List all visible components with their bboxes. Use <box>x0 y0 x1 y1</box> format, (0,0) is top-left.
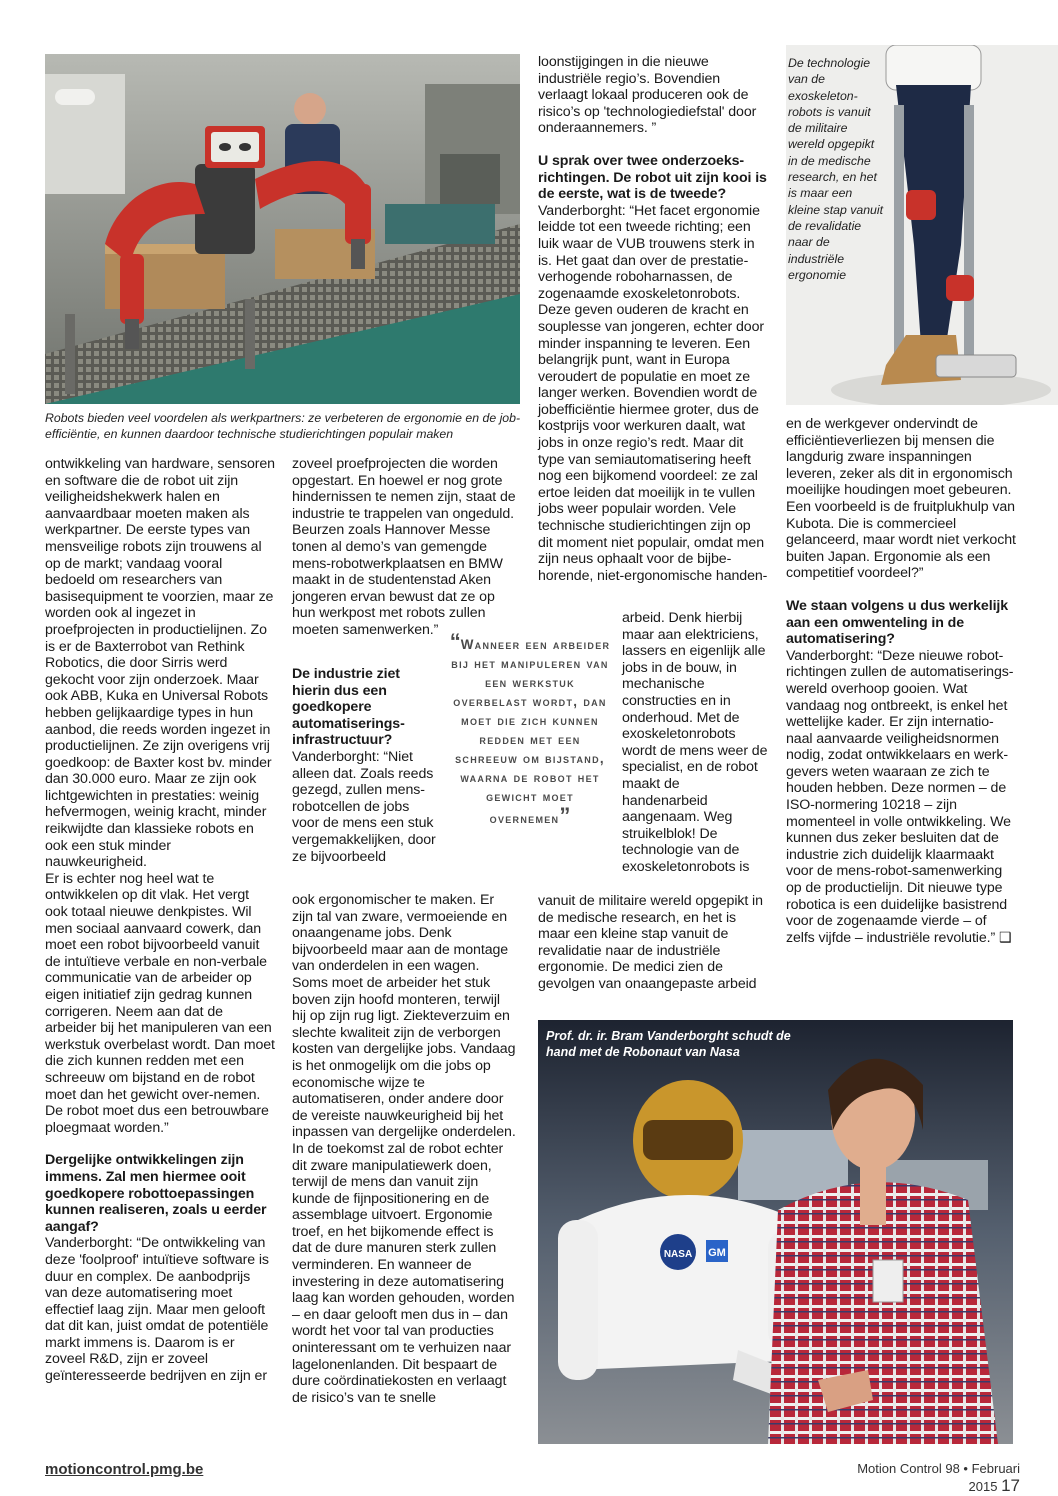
column-1 <box>45 456 275 1385</box>
top-photo-caption: Robots bieden veel voordelen als werkpartners: ze verbeteren de ergonomie en de job-efficiëntie, en kunnen daardoor technische studierichtingen populair maken <box>45 411 521 441</box>
paragraph: loonstijgingen in die nieuwe industriële regio’s. Bovendien verlaagt lokaal produceren ook de risico’s op 'technologiediefstal' door onderaannemers. ” <box>538 54 757 137</box>
baxter-robot-photo <box>45 54 520 404</box>
robonaut-caption: Prof. dr. ir. Bram Vanderborght schudt de hand met de Robonaut van Nasa <box>546 1029 791 1059</box>
exoskeleton-caption: De technologie van de exoskeleton-robots is vanuit de militaire wereld opgepikt in de medische research, en het is maar een kleine stap vanuit de revalidatie naar de industriële ergonomie <box>788 56 884 282</box>
robonaut-photo <box>538 1020 1013 1444</box>
paragraph: vanuit de militaire wereld opgepikt in de medische research, en het is maar een kleine stap vanuit de revalidatie naar de industriële ergonomie. De medici zien de gevolgen van onaangepaste arbeid <box>538 893 763 992</box>
column-3-narrow <box>622 610 768 876</box>
interview-answer: Vanderborght: “Deze nieuwe robot-richtingen zullen de automatiserings-wereld overhoop gooien. Wat vandaag nog ontbreekt, is enkel het wettelijke kader. Er zijn internatio-naal aanvaarde veiligheidsnormen nodig, zodat ontwikkelaars en werk-gevers weten waaraan ze zich te houden hebben. Deze normen – de ISO-normering 10218 – zijn momenteel in volle ontwikkeling. We kunnen dus zeker besluiten dat de industrie zich duidelijk klaarmaakt voor de mens-robot-samenwerking op de productielijn. Dit nieuwe type robotica is een duidelijke basistrend voor de zogenaamde vierde – of zelfs vijfde – industriële revolutie.” ❑ <box>786 647 1014 946</box>
paragraph: ook ergonomischer te maken. Er zijn tal van zware, vermoeiende en onaangename jobs. Denk bijvoorbeeld maar aan de montage van onderdelen in een wagen. Soms moet de arbeider het stuk boven zijn hoofd monteren, terwijl hij op zijn rug ligt. Ziekteverzuim en slechte kwaliteit zijn de verborgen kosten van dergelijke jobs. Vandaag is het onmogelijk om die jobs op economische wijze te automatiseren, onder andere door de vereiste nauwkeurigheid bij het inpassen van dergelijke onderdelen. In de toekomst zal de robot echter dit zware manipulatiewerk doen, terwijl de mens dan vanuit zijn kunde de fijnpositionering en de assemblage uitvoert. Ergonomie troef, en het bijkomende effect is dat de dure manuren sterk zullen verminderen. En wanneer de investering in deze automatisering laag kan worden gehouden, worden – en daar gelooft men dus in – dan wordt het voor tal van producties oninteressant om te verhuizen naar lagelonenlanden. Dit bespaart de dure coördinatiekosten en verlaagt de risico’s van te snelle <box>292 892 516 1406</box>
column-3-bottom <box>538 893 768 993</box>
interview-question: Dergelijke ontwikkelingen zijn immens. Zal men hiermee ooit goedkopere robottoepassingen kunnen realiseren, zoals u eerder aangaf? <box>45 1152 267 1235</box>
paragraph: Er is echter nog heel wat te ontwikkelen op dit vlak. Het vergt ook totaal nieuwe denkpistes. Wil men sociaal aanvaard cowerk, dan moet een robot bijvoorbeeld vanuit de intuïtieve verbale en non-verbale communicatie van de arbeider op eigen initiatief zijn gedrag kunnen corrigeren. Neem aan dat de arbeider bij het manipuleren van een werkstuk overbelast wordt. Dan moet die zich kunnen redden met een schreeuw om bijstand en de robot moet dan het gewicht over-nemen. De robot moet dus een betrouwbare ploegmaat worden.” <box>45 870 275 1136</box>
pull-quote-text: Wanneer een arbeider bij het manipuleren van een werkstuk overbelast wordt, dan moet die zich kunnen redden met een schreeuw om bijstand, waarna de robot het gewicht moet overnemen <box>451 637 611 826</box>
close-quote-mark: ” <box>559 803 571 828</box>
open-quote-mark: “ <box>449 629 461 654</box>
robonaut-illustration <box>538 1020 1013 1444</box>
column-2-top <box>292 456 516 639</box>
nasa-logo: NASA <box>663 1249 693 1260</box>
paragraph: arbeid. Denk hierbij maar aan elektriciens, lassers en eigenlijk alle jobs in de bouw, in mechanische constructies en in onderhoud. Met de exoskeletonrobots wordt de mens weer de specialist, en de robot maakt de handenarbeid aangenaam. Weg struikelblok! De technologie van de exoskeletonrobots is <box>622 610 768 875</box>
footer-website-link[interactable]: motioncontrol.pmg.be <box>45 1461 204 1478</box>
column-2-mid <box>292 666 440 865</box>
paragraph: zoveel proefprojecten die worden opgestart. En hoewel er nog grote hindernissen te nemen zijn, staat de industrie te trappelen van ongeduld. Beurzen zoals Hannover Messe tonen al demo’s van gemengde mens-robotwerkplaatsen en BMW maakt in de studentenstad Aken jongeren ervan bewust dat ze op hun werkpost met robots zullen moeten samenwerken.” <box>292 456 516 638</box>
interview-answer: Vanderborght: “Het facet ergonomie leidde tot een tweede richting; een luik waar de VUB trouwens sterk in is. Het gaat dan over de prestatie-verhogende roboharnassen, de zogenaamde exoskeletonrobots. Deze geven ouderen de kracht en souplesse van jongeren, echter door minder inspanning te leveren. Een belangrijk punt, want in Europa veroudert de populatie en moet ze langer werken. Bovendien wordt de jobefficiëntie hiermee groter, dus de kostprijs voor werkuren daalt, wat jobs in onze regio’s redt. Maar dit type van semiautomatisering heeft nog een bijkomend voordeel: ze zal ertoe leiden dat moeilijk in te vullen jobs weer populair worden. Vele technische studierichtingen zijn op dit moment niet populair, omdat men zijn neus ophaalt voor de bijbe-horende, niet-ergonomische handen- <box>538 202 768 584</box>
interview-question: U sprak over twee onderzoeks-richtingen. De robot uit zijn kooi is de eerste, wat is de tweede? <box>538 152 767 203</box>
paragraph: en de werkgever ondervindt de efficiëntieverliezen bij mensen die langdurig zware inspanningen leveren, zeker als dit in ergonomisch moeilijke houdingen moet gebeuren. Een voorbeeld is de fruitplukhulp van Kubota. Die is commercieel gelanceerd, maar wordt niet verkocht buiten Japan. Ergonomie als een competitief voordeel?” <box>786 416 1016 582</box>
footer-issue <box>840 1461 1020 1496</box>
baxter-robot-illustration <box>45 54 520 404</box>
interview-question: De industrie ziet hierin dus een goedkopere automatiserings-infrastructuur? <box>292 666 405 749</box>
column-4 <box>786 416 1016 946</box>
interview-answer: Vanderborght: “De ontwikkeling van deze 'foolproof' intuïtieve software is duur en complex. De aanbodprijs van deze automatisering moet effectief laag zijn. Maar men gelooft dat dit kan, juist omdat de potentiële markt immens is. Daarom is er zoveel R&D, zijn er zoveel geïnteresseerde bedrijven en zijn er <box>45 1235 269 1385</box>
interview-question: We staan volgens u dus werkelijk aan een omwenteling in de automatisering? <box>786 597 1009 648</box>
page-number: 17 <box>1001 1476 1020 1495</box>
footer-issue-text: Motion Control 98 • Februari 2015 <box>857 1461 1020 1494</box>
end-mark: ❑ <box>998 929 1012 946</box>
column-3-top <box>538 54 768 584</box>
pull-quote <box>446 629 614 828</box>
gm-logo: GM <box>708 1247 726 1259</box>
paragraph: ontwikkeling van hardware, sensoren en software die de robot uit zijn veiligheidshekwerk halen en aanvaardbaar moeten maken als werkpartner. De eerste types van mensveilige robots zijn trouwens al op de markt; vandaag vooral bedoeld om researchers van basisequipment te voorzien, maar ze worden ook al ingezet in proefprojecten in productielijnen. Zo is er de Baxterrobot van Rethink Robotics, die door Sirris werd gekocht voor zijn onderzoek. Maar ook ABB, Kuka en Universal Robots hebben gelijkaardige types in hun aanbod, die reeds worden ingezet in productielijnen. Ze zijn overigens vrij goedkoop: de Baxter kost bv. minder dan 30.000 euro. Maar ze zijn ook lichtgewichten in prestaties: weinig hefvermogen, weinig kracht, minder reikwijdte dan klassieke robots en ook een stuk minder nauwkeurigheid. <box>45 456 275 871</box>
column-2-bottom <box>292 892 516 1406</box>
interview-answer: Vanderborght: “Niet alleen dat. Zoals reeds gezegd, zullen mens-robotcellen de jobs voor de mens een stuk vergemakkelijken, door ze bijvoorbeeld <box>292 748 436 865</box>
